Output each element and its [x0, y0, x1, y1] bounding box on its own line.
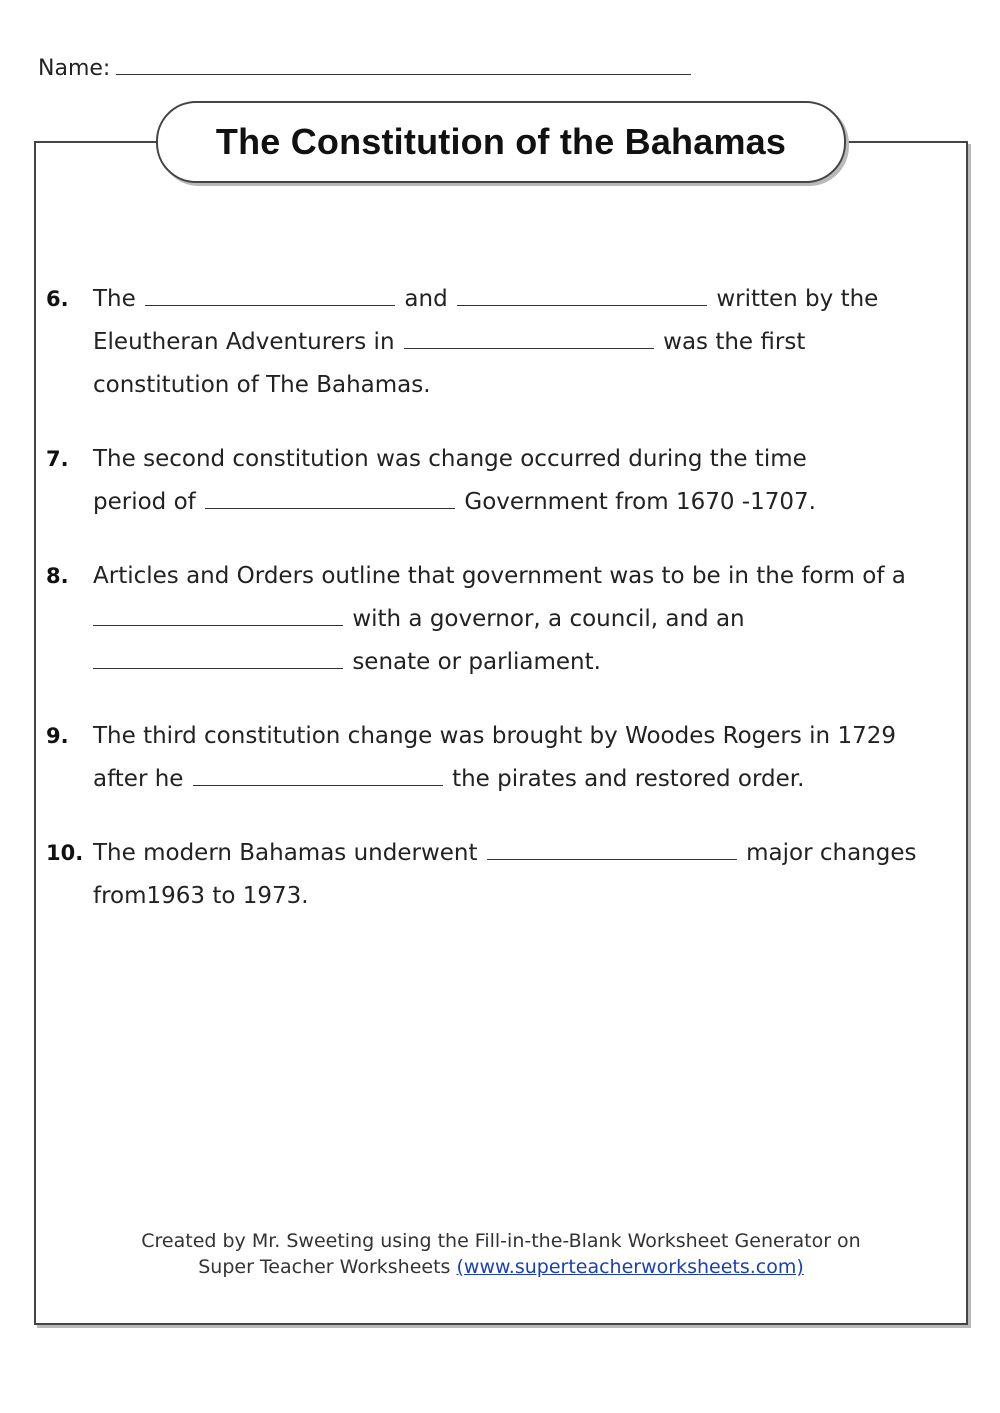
question-text-part: written by the [716, 286, 879, 312]
question-number: 6. [46, 287, 69, 311]
question-text-part: The modern Bahamas underwent [93, 840, 478, 866]
question-8 [46, 555, 956, 684]
question-text [93, 438, 956, 524]
question-number: 8. [46, 564, 69, 588]
footer-line-1: Created by Mr. Sweeting using the Fill-in-the-Blank Worksheet Generator on [141, 1230, 861, 1252]
question-text-part: major changes [746, 840, 917, 866]
question-number: 10. [46, 841, 84, 865]
question-text-part: Articles and Orders outline that government was to be in the form of a [93, 563, 906, 589]
question-text-part: was the first [663, 329, 806, 355]
question-text-part: Government from 1670 -1707. [464, 489, 816, 515]
question-text [93, 278, 956, 407]
footer-site-name: Super Teacher Worksheets [198, 1256, 451, 1278]
answer-blank[interactable] [93, 603, 343, 626]
footer-website-link[interactable]: (www.superteacherworksheets.com) [456, 1256, 804, 1278]
footer-line-2 [34, 1254, 968, 1280]
question-text-part: after he [93, 766, 184, 792]
answer-blank[interactable] [404, 326, 654, 349]
question-text-part: The second constitution was change occurred during the time [93, 446, 807, 472]
answer-blank[interactable] [145, 283, 395, 306]
question-7 [46, 438, 956, 524]
question-text-part: senate or parliament. [352, 649, 601, 675]
question-list [46, 278, 956, 949]
question-9 [46, 715, 956, 801]
name-row [38, 54, 693, 84]
name-label: Name: [38, 56, 111, 81]
question-text-part: period of [93, 489, 196, 515]
footer-credit [34, 1228, 968, 1280]
question-text-part: Eleutheran Adventurers in [93, 329, 395, 355]
question-number: 9. [46, 724, 69, 748]
answer-blank[interactable] [193, 763, 443, 786]
name-blank[interactable] [116, 54, 691, 75]
answer-blank[interactable] [457, 283, 707, 306]
question-10 [46, 832, 956, 918]
question-text-part: from1963 to 1973. [93, 883, 309, 909]
question-text [93, 832, 956, 918]
question-number: 7. [46, 447, 69, 471]
answer-blank[interactable] [487, 837, 737, 860]
question-text-part: the pirates and restored order. [452, 766, 805, 792]
question-text [93, 715, 956, 801]
question-text-part: constitution of The Bahamas. [93, 372, 431, 398]
question-text-part: The [93, 286, 136, 312]
question-text-part: with a governor, a council, and an [352, 606, 745, 632]
title-banner [156, 101, 846, 183]
question-text-part: The third constitution change was brought by Woodes Rogers in 1729 [93, 723, 896, 749]
answer-blank[interactable] [205, 486, 455, 509]
page-title: The Constitution of the Bahamas [215, 121, 787, 162]
question-6 [46, 278, 956, 407]
question-text-part: and [404, 286, 448, 312]
question-text [93, 555, 956, 684]
answer-blank[interactable] [93, 646, 343, 669]
